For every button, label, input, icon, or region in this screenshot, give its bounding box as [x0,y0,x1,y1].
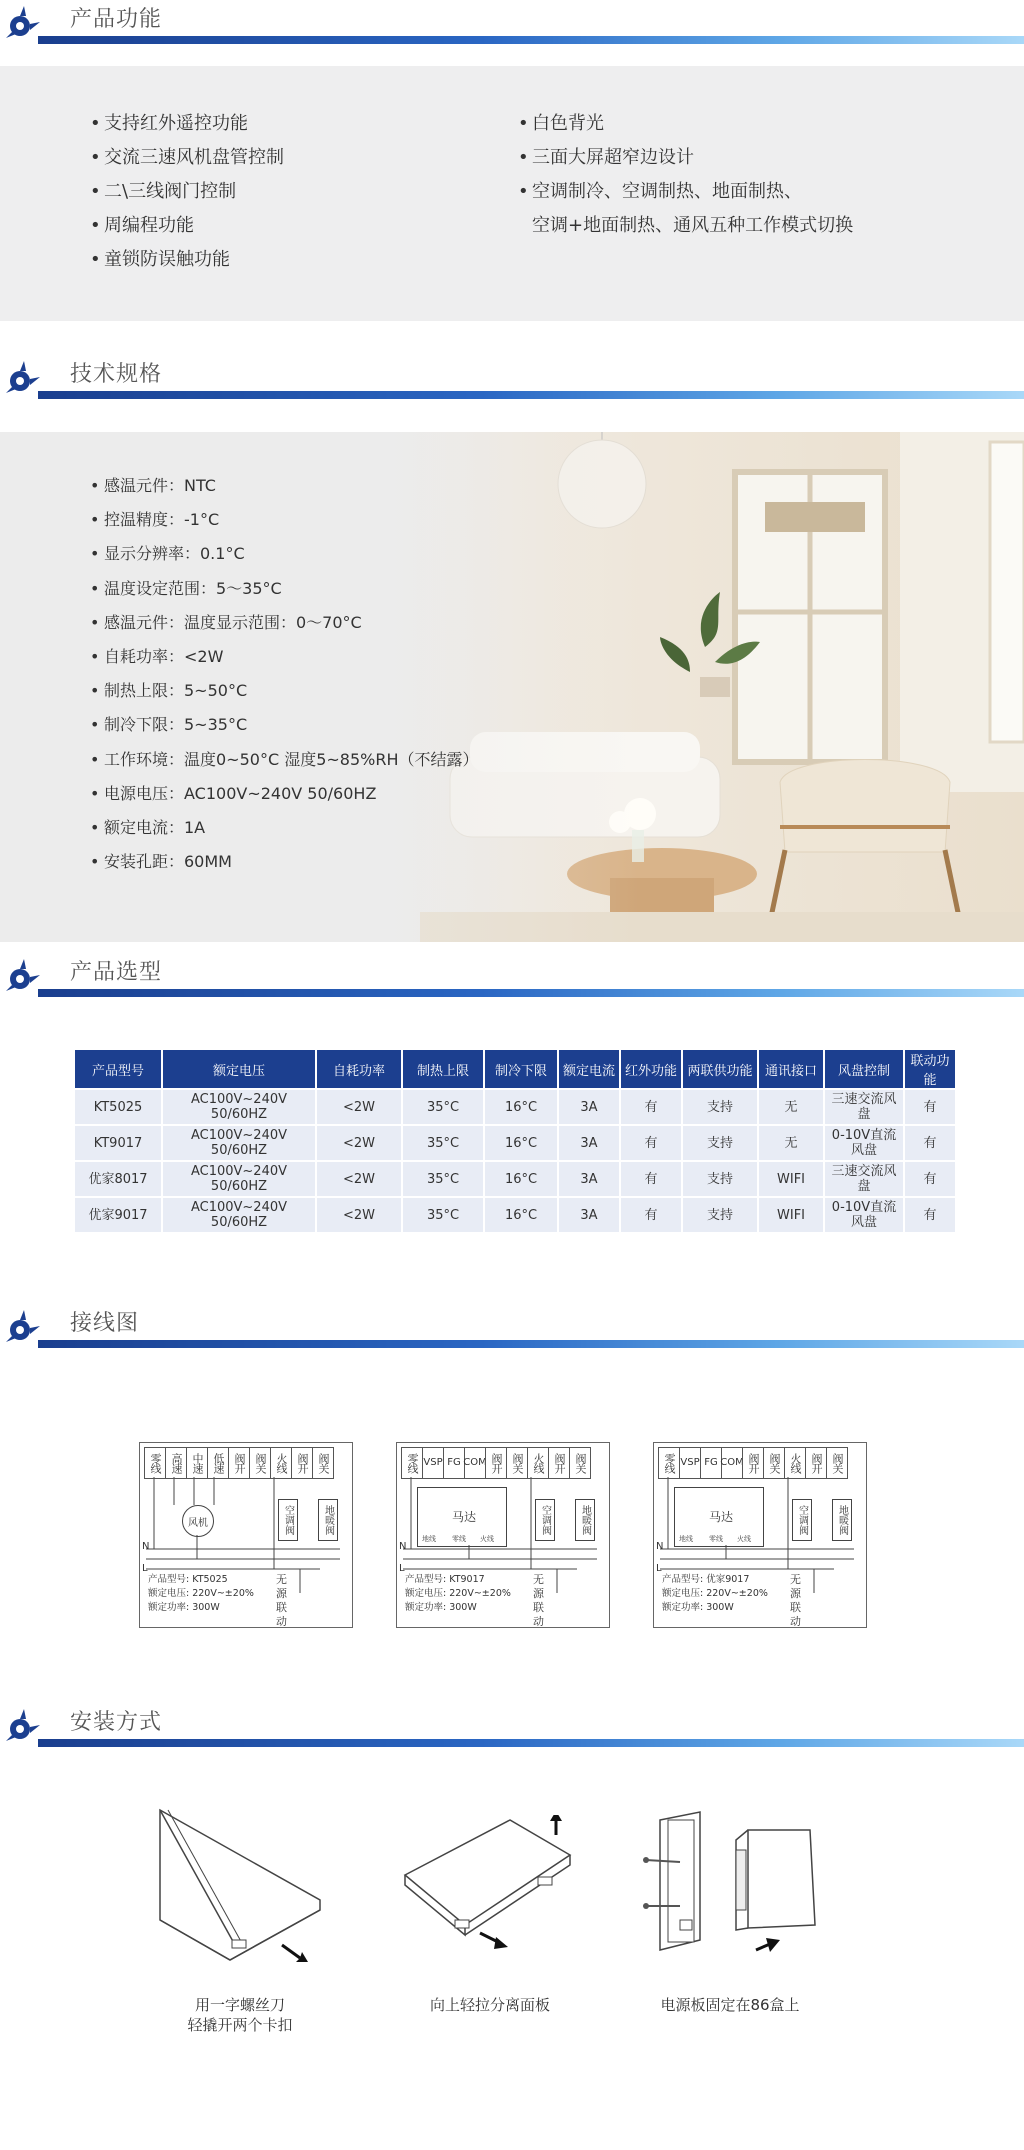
table-cell: 有 [905,1162,955,1196]
table-cell: 有 [621,1090,681,1124]
terminal-label: 阀关 [826,1447,848,1479]
motor-pin-label: 火线 [480,1535,494,1543]
voltage-text: 额定电压: 220V~±20% [662,1588,768,1599]
spec-item: • 温度设定范围：5～35°C [90,572,479,606]
spec-item: • 显示分辨率：0.1°C [90,537,479,571]
spec-item: • 感温元件：温度显示范围：0～70°C [90,606,479,640]
brand-logo-icon [6,957,42,993]
terminal-label: 零线 [658,1447,680,1479]
section-rule [38,36,1024,44]
feature-item: • 二\三线阀门控制 [90,175,284,209]
terminal-strip [658,1447,847,1477]
feature-item: • 白色背光 [518,107,853,141]
table-header: 两联供功能 [683,1050,757,1088]
table-cell: KT9017 [75,1126,161,1160]
table-cell: <2W [317,1090,401,1124]
model-text: 产品型号: 优家9017 [662,1574,750,1585]
table-row [75,1126,955,1160]
spec-list [90,469,479,879]
table-cell: 支持 [683,1198,757,1232]
live-label: L [399,1563,405,1574]
ac-valve-symbol: 空调阀 [535,1499,555,1541]
feature-item: • 支持红外遥控功能 [90,107,284,141]
section-header-models [0,953,1024,997]
table-cell: 有 [621,1162,681,1196]
terminal-label: 阀开 [485,1447,507,1479]
table-header: 额定电流 [559,1050,619,1088]
power-text: 额定功率: 300W [662,1602,734,1613]
table-cell: <2W [317,1198,401,1232]
power-text: 额定功率: 300W [405,1602,477,1613]
terminal-label: 零线 [144,1447,166,1479]
passive-link-label: 无源联动 [533,1573,544,1628]
table-header: 自耗功率 [317,1050,401,1088]
passive-link-label: 无源联动 [790,1573,801,1628]
live-label: L [656,1563,662,1574]
table-cell: 3A [559,1198,619,1232]
floor-valve-symbol: 地暖阀 [318,1499,338,1541]
section-rule [38,989,1024,997]
terminal-label: 火线 [784,1447,806,1479]
feature-item: • 交流三速风机盘管控制 [90,141,284,175]
terminal-label: FG [443,1447,465,1479]
wiring-diagram-youjia9017 [653,1442,867,1628]
brand-logo-icon [6,1707,42,1743]
feature-item: • 空调制冷、空调制热、地面制热、 [518,175,853,209]
terminal-label: 零线 [401,1447,423,1479]
section-title: 接线图 [70,1311,140,1336]
brand-logo-icon [6,1308,42,1344]
section-rule [38,1340,1024,1348]
ac-valve-symbol: 空调阀 [792,1499,812,1541]
table-cell: 有 [621,1198,681,1232]
table-cell: 16°C [485,1198,557,1232]
model-text: 产品型号: KT9017 [405,1574,485,1585]
section-title: 产品选型 [70,960,163,985]
terminal-label: 阀关 [506,1447,528,1479]
terminal-label: VSP [422,1447,444,1479]
table-cell: AC100V~240V 50/60HZ [163,1198,315,1232]
table-cell: AC100V~240V 50/60HZ [163,1162,315,1196]
table-cell: 3A [559,1126,619,1160]
terminal-label: 阀开 [805,1447,827,1479]
table-cell: 16°C [485,1126,557,1160]
ac-valve-symbol: 空调阀 [278,1499,298,1541]
install-step3-illustration [640,1810,830,1970]
neutral-label: N [399,1541,407,1552]
table-cell: 有 [621,1126,681,1160]
spec-item: • 自耗功率：<2W [90,640,479,674]
table-header-row [75,1050,955,1088]
install-step2-caption [400,1995,580,2015]
table-cell: 有 [905,1126,955,1160]
caption-line: 向上轻拉分离面板 [429,1996,550,2014]
table-cell: 3A [559,1090,619,1124]
table-header: 额定电压 [163,1050,315,1088]
motor-pin-label: 零线 [452,1535,466,1543]
table-cell: 35°C [403,1162,483,1196]
section-header-wiring [0,1304,1024,1348]
table-cell: 三速交流风盘 [825,1162,903,1196]
section-header-specs [0,355,1024,399]
terminal-label: 阀关 [249,1447,271,1479]
terminal-label: 火线 [270,1447,292,1479]
spec-item: • 制冷下限：5~35°C [90,708,479,742]
table-cell: 0-10V直流风盘 [825,1126,903,1160]
table-cell: 35°C [403,1198,483,1232]
table-row [75,1090,955,1124]
table-cell: <2W [317,1162,401,1196]
brand-logo-icon [6,359,42,395]
table-header: 产品型号 [75,1050,161,1088]
model-text: 产品型号: KT5025 [148,1574,228,1585]
motor-pin-label: 地线 [422,1535,436,1543]
feature-item: • 周编程功能 [90,209,284,243]
table-cell: AC100V~240V 50/60HZ [163,1090,315,1124]
diagram-info [405,1573,511,1615]
voltage-text: 额定电压: 220V~±20% [148,1588,254,1599]
table-row [75,1198,955,1232]
table-header: 风盘控制 [825,1050,903,1088]
terminal-label: COM [721,1447,743,1479]
section-title: 产品功能 [70,7,163,32]
feature-item: • 三面大屏超窄边设计 [518,141,853,175]
table-cell: AC100V~240V 50/60HZ [163,1126,315,1160]
table-header: 制冷下限 [485,1050,557,1088]
spec-item: • 安装孔距：60MM [90,845,479,879]
features-left-list [90,107,284,277]
wiring-diagram-kt5025 [139,1442,353,1628]
terminal-label: 阀关 [312,1447,334,1479]
table-cell: 有 [905,1198,955,1232]
section-rule [38,1739,1024,1747]
table-cell: 三速交流风盘 [825,1090,903,1124]
voltage-text: 额定电压: 220V~±20% [405,1588,511,1599]
spec-item: • 控温精度：-1°C [90,503,479,537]
table-cell: 无 [759,1090,823,1124]
terminal-label: 阀开 [291,1447,313,1479]
install-step1-illustration [150,1800,330,1970]
table-cell: 优家9017 [75,1198,161,1232]
section-rule [38,391,1024,399]
table-cell: 支持 [683,1090,757,1124]
terminal-strip [144,1447,333,1477]
brand-logo-icon [6,4,42,40]
table-cell: 16°C [485,1162,557,1196]
install-step1-caption [160,1995,320,2035]
terminal-label: FG [700,1447,722,1479]
table-cell: 35°C [403,1126,483,1160]
install-step2-illustration [400,1815,580,1975]
table-cell: 支持 [683,1162,757,1196]
table-header: 红外功能 [621,1050,681,1088]
neutral-label: N [142,1541,150,1552]
table-cell: KT5025 [75,1090,161,1124]
spec-item: • 工作环境：温度0~50°C 湿度5~85%RH（不结露） [90,743,479,777]
terminal-label: 阀开 [742,1447,764,1479]
spec-item: • 电源电压：AC100V~240V 50/60HZ [90,777,479,811]
terminal-label: 阀关 [569,1447,591,1479]
spec-item: • 感温元件：NTC [90,469,479,503]
floor-valve-symbol: 地暖阀 [832,1499,852,1541]
fan-symbol: 风机 [182,1505,214,1537]
diagram-info [148,1573,254,1615]
diagram-info [662,1573,768,1615]
terminal-label: 中速 [186,1447,208,1479]
table-cell: 0-10V直流风盘 [825,1198,903,1232]
section-header-install [0,1703,1024,1747]
table-header: 通讯接口 [759,1050,823,1088]
feature-item-continued: 空调+地面制热、通风五种工作模式切换 [532,215,854,236]
terminal-label: 阀开 [228,1447,250,1479]
table-cell: WIFI [759,1198,823,1232]
spec-item: • 额定电流：1A [90,811,479,845]
table-cell: <2W [317,1126,401,1160]
install-step3-caption [640,1995,820,2015]
table-cell: 35°C [403,1090,483,1124]
caption-line: 电源板固定在86盒上 [660,1996,800,2014]
feature-item: • 童锁防误触功能 [90,243,284,277]
table-row [75,1162,955,1196]
terminal-strip [401,1447,590,1477]
table-cell: 3A [559,1162,619,1196]
live-label: L [142,1563,148,1574]
terminal-label: VSP [679,1447,701,1479]
spec-item: • 制热上限：5~50°C [90,674,479,708]
section-title: 技术规格 [70,362,163,387]
table-header: 联动功能 [905,1050,955,1088]
terminal-label: COM [464,1447,486,1479]
table-cell: 优家8017 [75,1162,161,1196]
power-text: 额定功率: 300W [148,1602,220,1613]
terminal-label: 高速 [165,1447,187,1479]
table-cell: WIFI [759,1162,823,1196]
motor-box [674,1487,764,1547]
passive-link-label: 无源联动 [276,1573,287,1628]
features-right-list [518,107,853,243]
table-cell: 有 [905,1090,955,1124]
section-header-features [0,0,1024,44]
model-selection-table [73,1048,957,1234]
motor-pin-label: 地线 [679,1535,693,1543]
motor-pin-label: 火线 [737,1535,751,1543]
terminal-label: 阀关 [763,1447,785,1479]
table-cell: 16°C [485,1090,557,1124]
neutral-label: N [656,1541,664,1552]
terminal-label: 低速 [207,1447,229,1479]
motor-label: 马达 [709,1510,734,1524]
table-cell: 无 [759,1126,823,1160]
table-cell: 支持 [683,1126,757,1160]
wiring-diagram-kt9017 [396,1442,610,1628]
section-title: 安装方式 [70,1710,163,1735]
caption-line: 轻撬开两个卡扣 [187,2016,293,2034]
floor-valve-symbol: 地暖阀 [575,1499,595,1541]
motor-pin-label: 零线 [709,1535,723,1543]
motor-box [417,1487,507,1547]
terminal-label: 阀开 [548,1447,570,1479]
motor-label: 马达 [452,1510,477,1524]
terminal-label: 火线 [527,1447,549,1479]
caption-line: 用一字螺丝刀 [194,1996,285,2014]
table-header: 制热上限 [403,1050,483,1088]
